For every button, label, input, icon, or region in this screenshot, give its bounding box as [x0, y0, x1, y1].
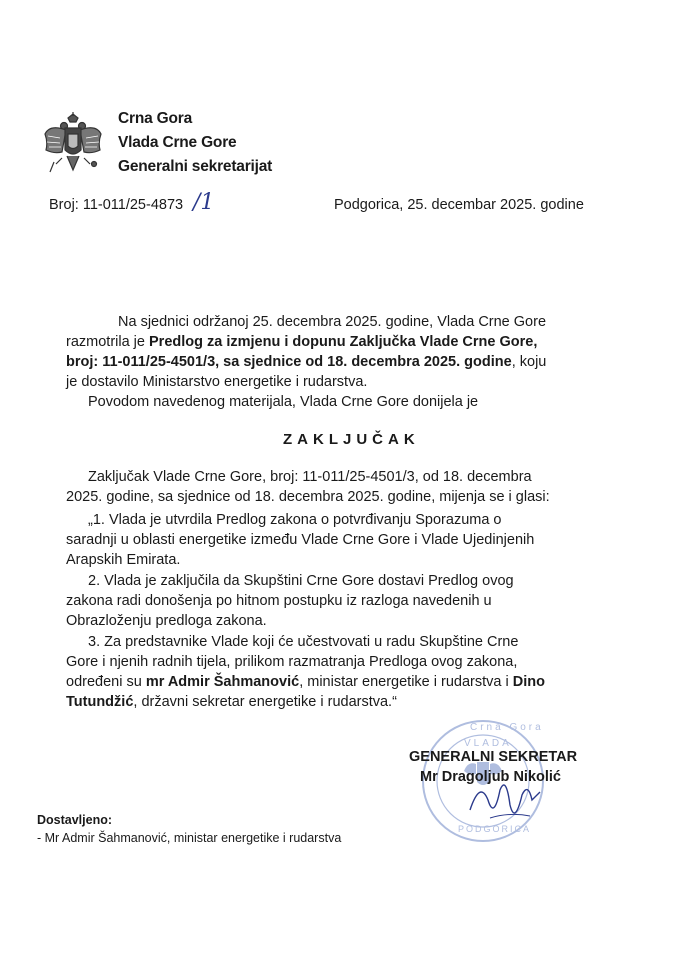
- intro-line-2: razmotrila je Predlog za izmjenu i dopunu Zaključka Vlade Crne Gore,: [66, 334, 538, 350]
- intro-line-4: je dostavilo Ministarstvo energetike i rudarstva.: [66, 374, 368, 390]
- place-date: Podgorica, 25. decembar 2025. godine: [334, 197, 584, 213]
- point3-line-4: Tutundžić, državni sekretar energetike i rudarstva.“: [66, 694, 397, 710]
- header-secretariat: Generalni sekretarijat: [118, 158, 273, 175]
- document-number: Broj: 11-011/25-4873: [49, 197, 184, 213]
- stamp-text-bottom: PODGORICA: [458, 824, 532, 834]
- distribution-item-1: - Mr Admir Šahmanović, ministar energetike i rudarstva: [37, 831, 342, 845]
- point2-line-1: 2. Vlada je zaključila da Skupštini Crne Gore dostavi Predlog ovog: [88, 573, 514, 589]
- coat-of-arms-emblem: [42, 112, 104, 178]
- decision-title: ZAKLJUČAK: [283, 431, 420, 448]
- body-line-1: Zaključak Vlade Crne Gore, broj: 11-011/25-4501/3, od 18. decembra: [88, 469, 532, 485]
- signature-title: GENERALNI SEKRETAR: [409, 749, 578, 765]
- intro-line-1: Na sjednici održanoj 25. decembra 2025. godine, Vlada Crne Gore: [118, 314, 547, 330]
- stamp-text-mid: VLADA: [464, 738, 512, 749]
- point3-line-3: određeni su mr Admir Šahmanović, ministar energetike i rudarstva i Dino: [66, 674, 545, 690]
- point2-line-3: Obrazloženju predloga zakona.: [66, 613, 267, 629]
- body-line-2: 2025. godine, sa sjednice od 18. decembra 2025. godine, mijenja se i glasi:: [66, 489, 550, 505]
- point1-line-2: saradnji u oblasti energetike između Vlade Crne Gore i Vlade Ujedinjenih: [66, 532, 535, 548]
- intro-line-5: Povodom navedenog materijala, Vlada Crne Gore donijela je: [88, 394, 479, 410]
- point3-line-2: Gore i njenih radnih tijela, prilikom razmatranja Predloga ovog zakona,: [66, 654, 518, 670]
- signature-name: Mr Dragoljub Nikolić: [420, 769, 561, 785]
- point1-line-3: Arapskih Emirata.: [66, 552, 181, 568]
- intro-line-3: broj: 11-011/25-4501/3, sa sjednice od 18. decembra 2025. godine, koju: [66, 354, 547, 370]
- handwritten-suffix: /1: [193, 190, 215, 215]
- distribution-label: Dostavljeno:: [37, 813, 113, 827]
- header-country: Crna Gora: [118, 110, 192, 127]
- point1-line-1: „1. Vlada je utvrdila Predlog zakona o potvrđivanju Sporazuma o: [88, 512, 502, 528]
- point3-line-1: 3. Za predstavnike Vlade koji će učestvovati u radu Skupštine Crne: [88, 634, 519, 650]
- handwritten-signature: [460, 770, 550, 830]
- stamp-text-top: Crna Gora: [470, 722, 544, 733]
- point2-line-2: zakona radi donošenja po hitnom postupku iz razloga navedenih u: [66, 593, 492, 609]
- header-government: Vlada Crne Gore: [118, 134, 237, 151]
